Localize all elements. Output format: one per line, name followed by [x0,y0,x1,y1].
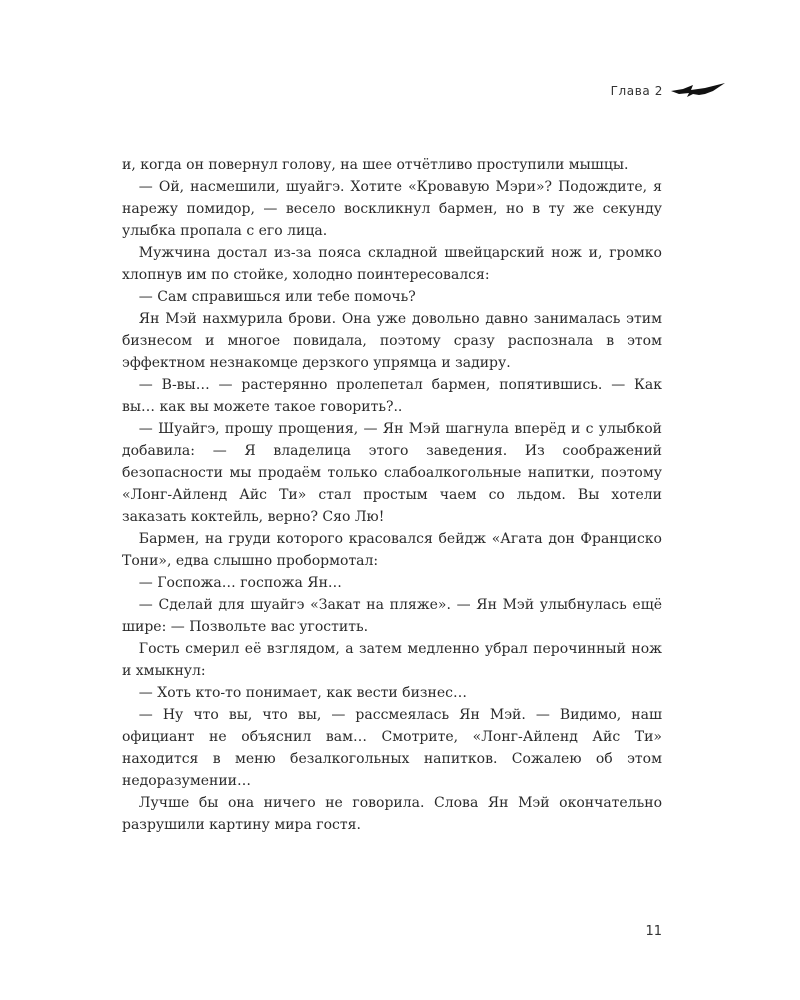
paragraph: — Сделай для шуайгэ «Закат на пляже». — Ян Мэй улыбнулась ещё шире: — Позвольте вас угостить. [122,597,662,635]
paragraph: Ян Мэй нахмурила брови. Она уже довольно давно занималась этим бизнесом и многое повидала, поэтому сразу распознала в этом эффектном незнакомце дерзкого упрямца и задиру. [122,311,662,371]
paragraph: — Ну что вы, что вы, — рассмеялась Ян Мэй. — Видимо, наш официант не объяснил вам… Смотрите, «Лонг-Айленд Айс Ти» находится в меню безалкогольных напитков. Сожалею об этом недоразумении… [122,707,662,789]
paragraph: — Сам справишься или тебе помочь? [138,289,416,305]
page-number: 11 [645,924,662,939]
paragraph: — Хоть кто-то понимает, как вести бизнес… [138,685,468,701]
chapter-title: Глава 2 [610,84,663,98]
paragraph: — Шуайгэ, прошу прощения, — Ян Мэй шагнула вперёд и с улыбкой добавила: — Я владелица этого заведения. Из соображений безопасности мы продаём только слабоалкогольные напитки, поэтому «Лонг-Айленд Айс Ти» стал простым чаем со льдом. Вы хотели заказать коктейль, верно? Сяо Лю! [122,421,662,525]
paragraph: и, когда он повернул голову, на шее отчётливо проступили мышцы. [122,157,629,173]
paragraph: Лучше бы она ничего не говорила. Слова Ян Мэй окончательно разрушили картину мира гостя. [122,795,662,833]
paragraph: — Ой, насмешили, шуайгэ. Хотите «Кровавую Мэри»? Подождите, я нарежу помидор, — весело воскликнул бармен, но в ту же секунду улыбка пропала с его лица. [122,179,662,239]
main-text [122,154,662,836]
paragraph: — Госпожа… госпожа Ян… [138,575,342,591]
paragraph: Бармен, на груди которого красовался бейдж «Агата дон Франциско Тони», едва слышно пробормотал: [122,531,662,569]
paragraph: Гость смерил её взглядом, а затем медленно убрал перочинный нож и хмыкнул: [122,641,662,679]
paragraph: Мужчина достал из-за пояса складной швейцарский нож и, громко хлопнув им по стойке, холодно поинтересовался: [122,245,662,283]
running-head [611,82,725,100]
bird-icon [671,82,725,100]
paragraph: — В-вы… — растерянно пролепетал бармен, попятившись. — Как вы… как вы можете такое говорить?.. [122,377,662,415]
